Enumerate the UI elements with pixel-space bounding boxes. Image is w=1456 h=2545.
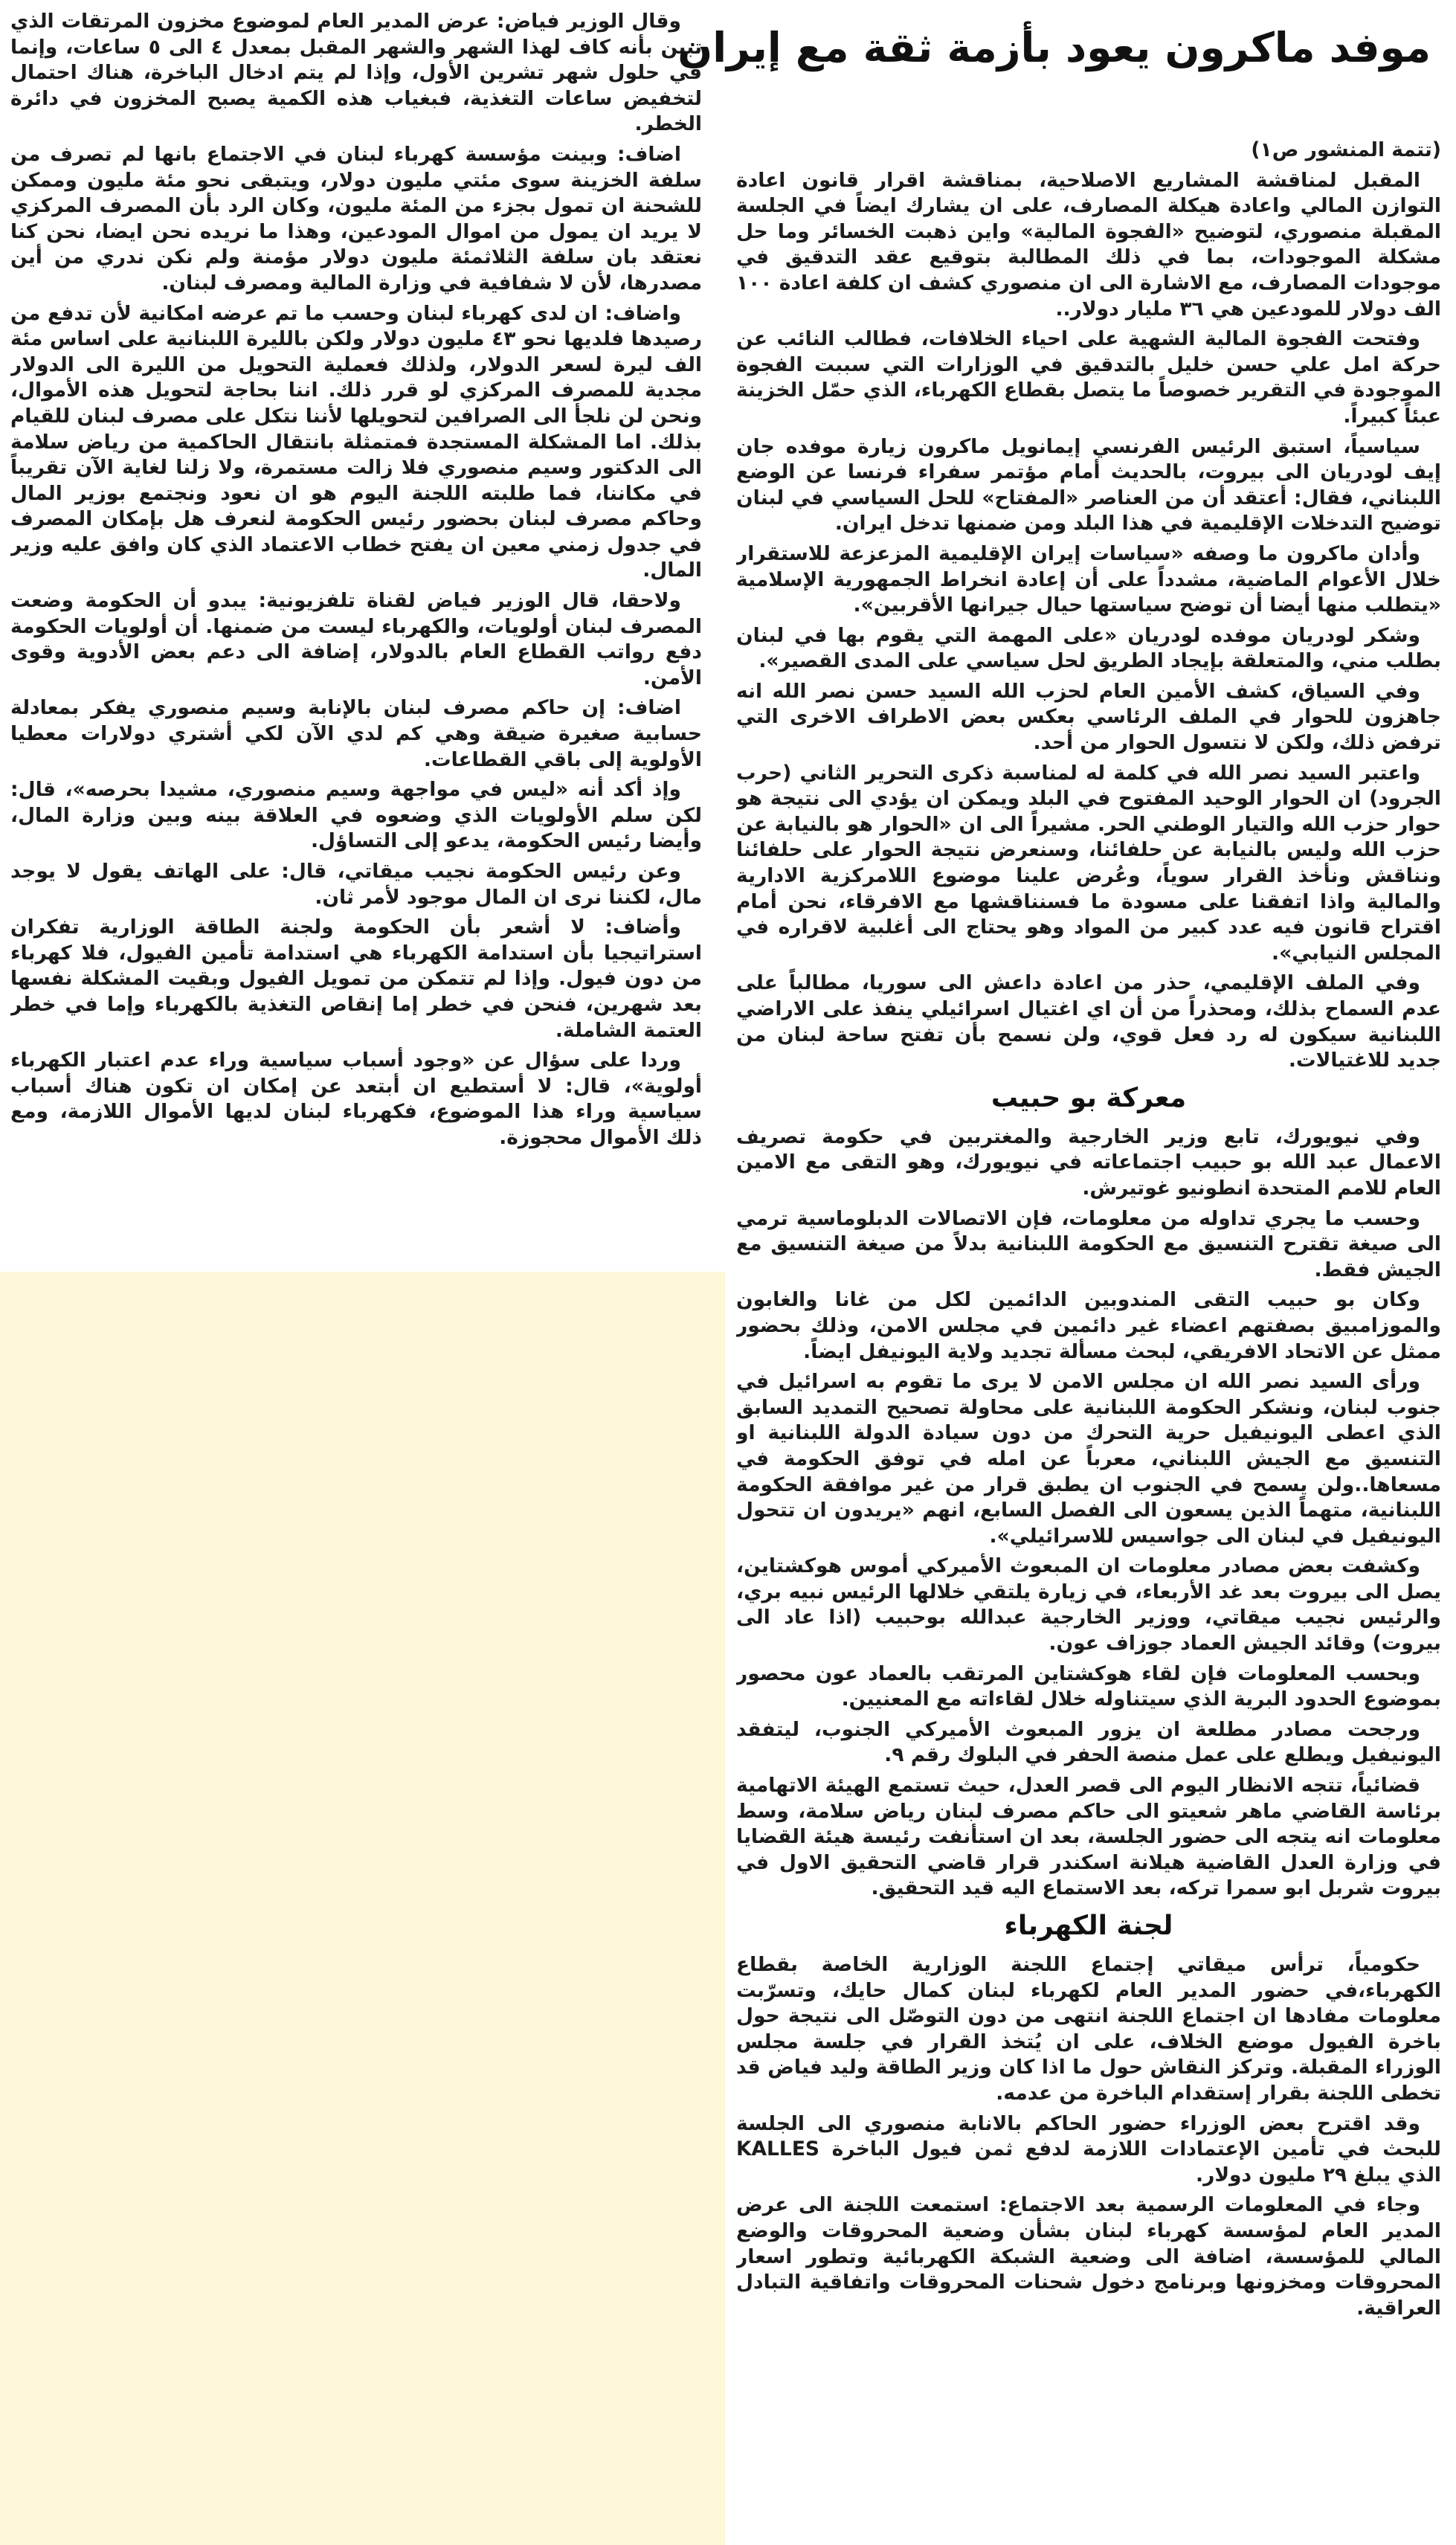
right-paragraph: المقبل لمناقشة المشاريع الاصلاحية، بمناقشة اقرار قانون اعادة التوازن المالي واعادة هيكلة المصارف، على ان يشارك ايضاً في الجلسة المقبلة منصوري، لتوضيح «الفجوة المالية» واين ذهبت الخسائر وما حل مشكلة الموجودات، بما في ذلك المطالبة بتوقيع عقد التدقيق في موجودات المصارف، مع الاشارة الى ان منصوري كشف ان كلفة اعادة ١٠٠ الف دولار للمودعين هي ٣٦ مليار دولار.. <box>736 168 1441 321</box>
right-paragraph: وحسب ما يجري تداوله من معلومات، فإن الاتصالات الدبلوماسية ترمي الى صيغة تقترح التنسيق مع الحكومة اللبنانية بدلاً من صيغة التنسيق مع الجيش فقط. <box>736 1206 1441 1281</box>
right-column <box>736 138 1441 2536</box>
left-paragraph: وقال الوزير فياض: عرض المدير العام لموضوع مخزون المرتقات الذي تبين بأنه كاف لهذا الشهر والشهر المقبل بمعدل ٤ الى ٥ ساعات، وإنما في حلول شهر تشرين الأول، وإذا لم يتم ادخال الباخرة، هناك احتمال لتخفيض ساعات التغذية، فبغياب هذه الكمية يصبح المخزون في دائرة الخطر. <box>10 10 702 136</box>
subheading-bou-habib: معركة بو حبيب <box>990 1082 1187 1113</box>
left-paragraph: وأضاف: لا أشعر بأن الحكومة ولجنة الطاقة الوزارية تفكران استراتيجيا بأن استدامة الكهرباء هي استدامة تأمين الفيول، فلا كهرباء من دون فيول. وإذا لم تتمكن من تمويل الفيول وبقيت المشكلة نفسها بعد شهرين، فنحن في خطر إما إنقاص التغذية بالكهرباء وإما في خطر العتمة الشاملة. <box>10 916 702 1042</box>
right-paragraph: وبحسب المعلومات فإن لقاء هوكشتاين المرتقب بالعماد عون محصور بموضوع الحدود البرية الذي سيتناوله خلال لقاءاته مع المعنيين. <box>736 1661 1441 1711</box>
left-paragraph: وإذ أكد أنه «ليس في مواجهة وسيم منصوري، مشيدا بحرصه»، قال: لكن سلم الأولويات الذي وضعوه في العلاقة بينه وبين وزارة المال، وأيضا رئيس الحكومة، يدعو إلى التساؤل. <box>10 778 702 853</box>
right-paragraph: وقد اقترح بعض الوزراء حضور الحاكم بالانابة منصوري الى الجلسة للبحث في تأمين الإعتمادات اللازمة لدفع ثمن فيول الباخرة KALLES الذي يبلغ ٢٩ مليون دولار. <box>736 2111 1441 2187</box>
left-paragraph: اضاف: وبينت مؤسسة كهرباء لبنان في الاجتماع بانها لم تصرف من سلفة الخزينة سوى مئتي مليون دولار، ويتبقى نحو مئة مليون وممكن للشحنة ان تمول بجزء من المئة مليون، وكان الرد بأن المصرف المركزي لا يريد ان يمول من اموال المودعين، وهذا ما نريده نحن ايضا، نحن كنا نعتقد بان سلفة الثلاثمئة مليون دولار مؤمنة ولم نكن ندري من أين مصدرها، لأن لا شفافية في وزارة المالية ومصرف لبنان. <box>10 142 702 295</box>
right-paragraph: وأدان ماكرون ما وصفه «سياسات إيران الإقليمية المزعزعة للاستقرار خلال الأعوام الماضية، مشدداً على أن إعادة انخراط الجمهورية الإسلامية «يتطلب منها أيضا أن توضح سياستها حيال جيرانها الأقربين». <box>736 541 1441 617</box>
left-paragraph: وردا على سؤال عن «وجود أسباب سياسية وراء عدم اعتبار الكهرباء أولوية»، قال: لا أستطيع ان أبتعد عن إمكان ان تكون هناك أسباب سياسية وراء هذا الموضوع، فكهرباء لبنان لديها الأموال اللازمة، ومع ذلك الأموال محجوزة. <box>10 1049 702 1149</box>
right-paragraph: ورأى السيد نصر الله ان مجلس الامن لا يرى ما تقوم به اسرائيل في جنوب لبنان، ونشكر الحكومة اللبنانية على محاولة تصحيح التمديد السابق الذي اعطى اليونيفيل حرية التحرك من دون سيادة الدولة اللبنانية او التنسيق مع الجيش اللبناني، معرباً عن امله في توفق الحكومة في مسعاها..ولن يسمح في الجنوب ان يطبق قرار من غير موافقة الحكومة اللبنانية، متهماً الذين يسعون الى الفصل السابع، انهم «يريدون ان تتحول اليونيفيل في لبنان الى جواسيس للاسرائيلي». <box>736 1370 1441 1548</box>
left-paragraph: وعن رئيس الحكومة نجيب ميقاتي، قال: على الهاتف يقول لا يوجد مال، لكننا نرى ان المال موجود لأمر ثان. <box>10 860 702 909</box>
right-paragraph: وجاء في المعلومات الرسمية بعد الاجتماع: استمعت اللجنة الى عرض المدير العام لمؤسسة كهرباء لبنان بشأن وضعية المحروقات والوضع المالي للمؤسسة، اضافة الى وضعية الشبكة الكهربائية وتطور اسعار المحروقات ومخزونها وبرنامج دخول شحنات المحروقات واتفاقية التبادل العراقية. <box>736 2193 1441 2320</box>
article-headline: موفد ماكرون يعود بأزمة ثقة مع إيران <box>677 24 1431 71</box>
right-paragraph: وفي الملف الإقليمي، حذر من اعادة داعش الى سوريا، مطالباً على عدم السماح بذلك، ومحذراً من أن اي اغتيال اسرائيلي ينفذ على الاراضي اللبنانية سيكون له رد فعل قوي، ولن نسمح بأن تفتح ساحة لبنان من جديد للاغتيالات. <box>736 971 1441 1072</box>
left-paragraph: واضاف: ان لدى كهرباء لبنان وحسب ما تم عرضه امكانية لأن تدفع من رصيدها فلديها نحو ٤٣ مليون دولار ولكن بالليرة اللبنانية على اساس مئة الف ليرة لسعر الدولار، ولذلك فعملية التحويل من الليرة الى الدولار مجدية للمصرف المركزي لو قرر ذلك. اننا بحاجة لتحويل هذه الأموال، ونحن لن نلجأ الى الصرافين لتحويلها لأننا نتكل على مصرف لبنان للقيام بذلك. اما المشكلة المستجدة فمتمثلة بانتقال الحاكمية من رياض سلامة الى الدكتور وسيم منصوري فلا زالت مستمرة، ولا زلنا لغاية الآن تقريباً في مكاننا، فما طلبته اللجنة اليوم هو ان نعود ونجتمع بوزير المال وحاكم مصرف لبنان بحضور رئيس الحكومة لنعرف هل بإمكان المصرف في جدول زمني معين ان يفتح خطاب الاعتماد الذي كان وافق عليه وزير المال. <box>10 301 702 582</box>
left-paragraph: اضاف: إن حاكم مصرف لبنان بالإنابة وسيم منصوري يفكر بمعادلة حسابية صغيرة ضيقة وهي كم لدي الآن لكي أشتري دولارات معطيا الأولوية إلى باقي القطاعات. <box>10 696 702 771</box>
right-paragraph: وشكر لودريان موفده لودريان «على المهمة التي يقوم بها في لبنان بطلب مني، والمتعلقة بإيجاد الطريق لحل سياسي على المدى القصير». <box>736 623 1441 673</box>
right-paragraph: ورجحت مصادر مطلعة ان يزور المبعوث الأميركي الجنوب، ليتفقد اليونيفيل ويطلع على عمل منصة الحفر في البلوك رقم ٩. <box>736 1717 1441 1767</box>
right-paragraph: وكشفت بعض مصادر معلومات ان المبعوث الأميركي أموس هوكشتاين، يصل الى بيروت بعد غد الأربعاء، في زيارة يلتقي خلالها الرئيس نبيه بري، والرئيس نجيب ميقاتي، ووزير الخارجية عبدالله بوحبيب (اذا عاد الى بيروت) وقائد الجيش العماد جوزاف عون. <box>736 1554 1441 1656</box>
blank-highlight-area <box>0 1272 725 2545</box>
right-paragraph: وفتحت الفجوة المالية الشهية على احياء الخلافات، فطالب النائب عن حركة امل علي حسن خليل بالتدقيق في الوزارات التي سببت الفجوة الموجودة في التقرير خصوصاً ما يتصل بقطاع الكهرباء، الذي حمّل الخزينة عبئاً كبيراً. <box>736 327 1441 428</box>
left-column <box>10 9 702 1266</box>
right-paragraph: حكومياً، ترأس ميقاتي إجتماع اللجنة الوزارية الخاصة بقطاع الكهرباء،في حضور المدير العام لكهرباء لبنان كمال حايك، وتسرّبت معلومات مفادها ان اجتماع اللجنة انتهى من دون التوصّل الى نتيجة حول باخرة الفيول موضع الخلاف، على ان يُتخذ القرار في جلسة مجلس الوزراء المقبلة. وتركز النقاش حول ما اذا كان وزير الطاقة وليد فياض قد تخطى اللجنة بقرار إستقدام الباخرة من عدمه. <box>736 1953 1441 2105</box>
subheading-electricity-committee: لجنة الكهرباء <box>1004 1911 1173 1941</box>
right-paragraph: وفي نيويورك، تابع وزير الخارجية والمغتربين في حكومة تصريف الاعمال عبد الله بو حبيب اجتماعاته في نيويورك، وهو التقى مع الامين العام للامم المتحدة انطونيو غوتيرش. <box>736 1125 1441 1200</box>
right-paragraph: سياسياً، استبق الرئيس الفرنسي إيمانويل ماكرون زيارة موفده جان إيف لودريان الى بيروت، بالحديث أمام مؤتمر سفراء فرنسا عن الوضع اللبناني، فقال: أعتقد أن من العناصر «المفتاح» للحل السياسي في لبنان توضيح التدخلات الإقليمية في هذا البلد ومن ضمنها تدخل ايران. <box>736 434 1441 535</box>
continued-note: (تتمة المنشور ص١) <box>1251 138 1441 161</box>
left-paragraph: ولاحقا، قال الوزير فياض لقناة تلفزيونية: يبدو أن الحكومة وضعت المصرف لبنان أولويات، والكهرباء ليست من ضمنها. أن أولويات الحكومة دفع رواتب القطاع العام بالدولار، إضافة الى دعم بعض الأدوية وقوى الأمن. <box>10 589 702 689</box>
right-paragraph: قضائياً، تتجه الانظار اليوم الى قصر العدل، حيث تستمع الهيئة الاتهامية برئاسة القاضي ماهر شعيتو الى حاكم مصرف لبنان رياض سلامة، وسط معلومات انه يتجه الى حضور الجلسة، بعد ان استأنفت رئيسة هيئة القضايا في وزارة العدل القاضية هيلانة اسكندر قرار قاضي التحقيق الاول في بيروت شربل ابو سمرا تركه، بعد الاستماع اليه قيد التحقيق. <box>736 1774 1441 1900</box>
right-paragraph: وفي السياق، كشف الأمين العام لحزب الله السيد حسن نصر الله انه جاهزون للحوار في الملف الرئاسي بعكس بعض الاطراف الاخرى التي ترفض ذلك، ولكن لا نتسول الحوار من أحد. <box>736 679 1441 755</box>
right-paragraph: وكان بو حبيب التقى المندوبين الدائمين لكل من غانا والغابون والموزامبيق بصفتهم اعضاء غير دائمين في مجلس الامن، وذلك بحضور ممثل عن الاتحاد الافريقي، لبحث مسألة تجديد ولاية اليونيفل ايضاً. <box>736 1288 1441 1363</box>
right-paragraph: واعتبر السيد نصر الله في كلمة له لمناسبة ذكرى التحرير الثاني (حرب الجرود) ان الحوار الوحيد المفتوح في البلد ويمكن ان يؤدي الى نتيجة هو حوار حزب الله والتيار الوطني الحر. مشيراً الى ان «الحوار هو بالنيابة عن حزب الله وليس بالنيابة عن حلفائنا، وسنعرض نتيجة الحوار على حلفائنا ونناقش ونأخذ القرار سوياً، وعُرض علينا موضوع اللامركزية الادارية والمالية واذا اتفقنا على مسودة ما فسنناقشها مع الافرقاء، نحن أمام اقتراح قانون فيه عدد كبير من المواد وهو يحتاج الى أغلبية لاقراره في المجلس النيابي». <box>736 761 1441 965</box>
